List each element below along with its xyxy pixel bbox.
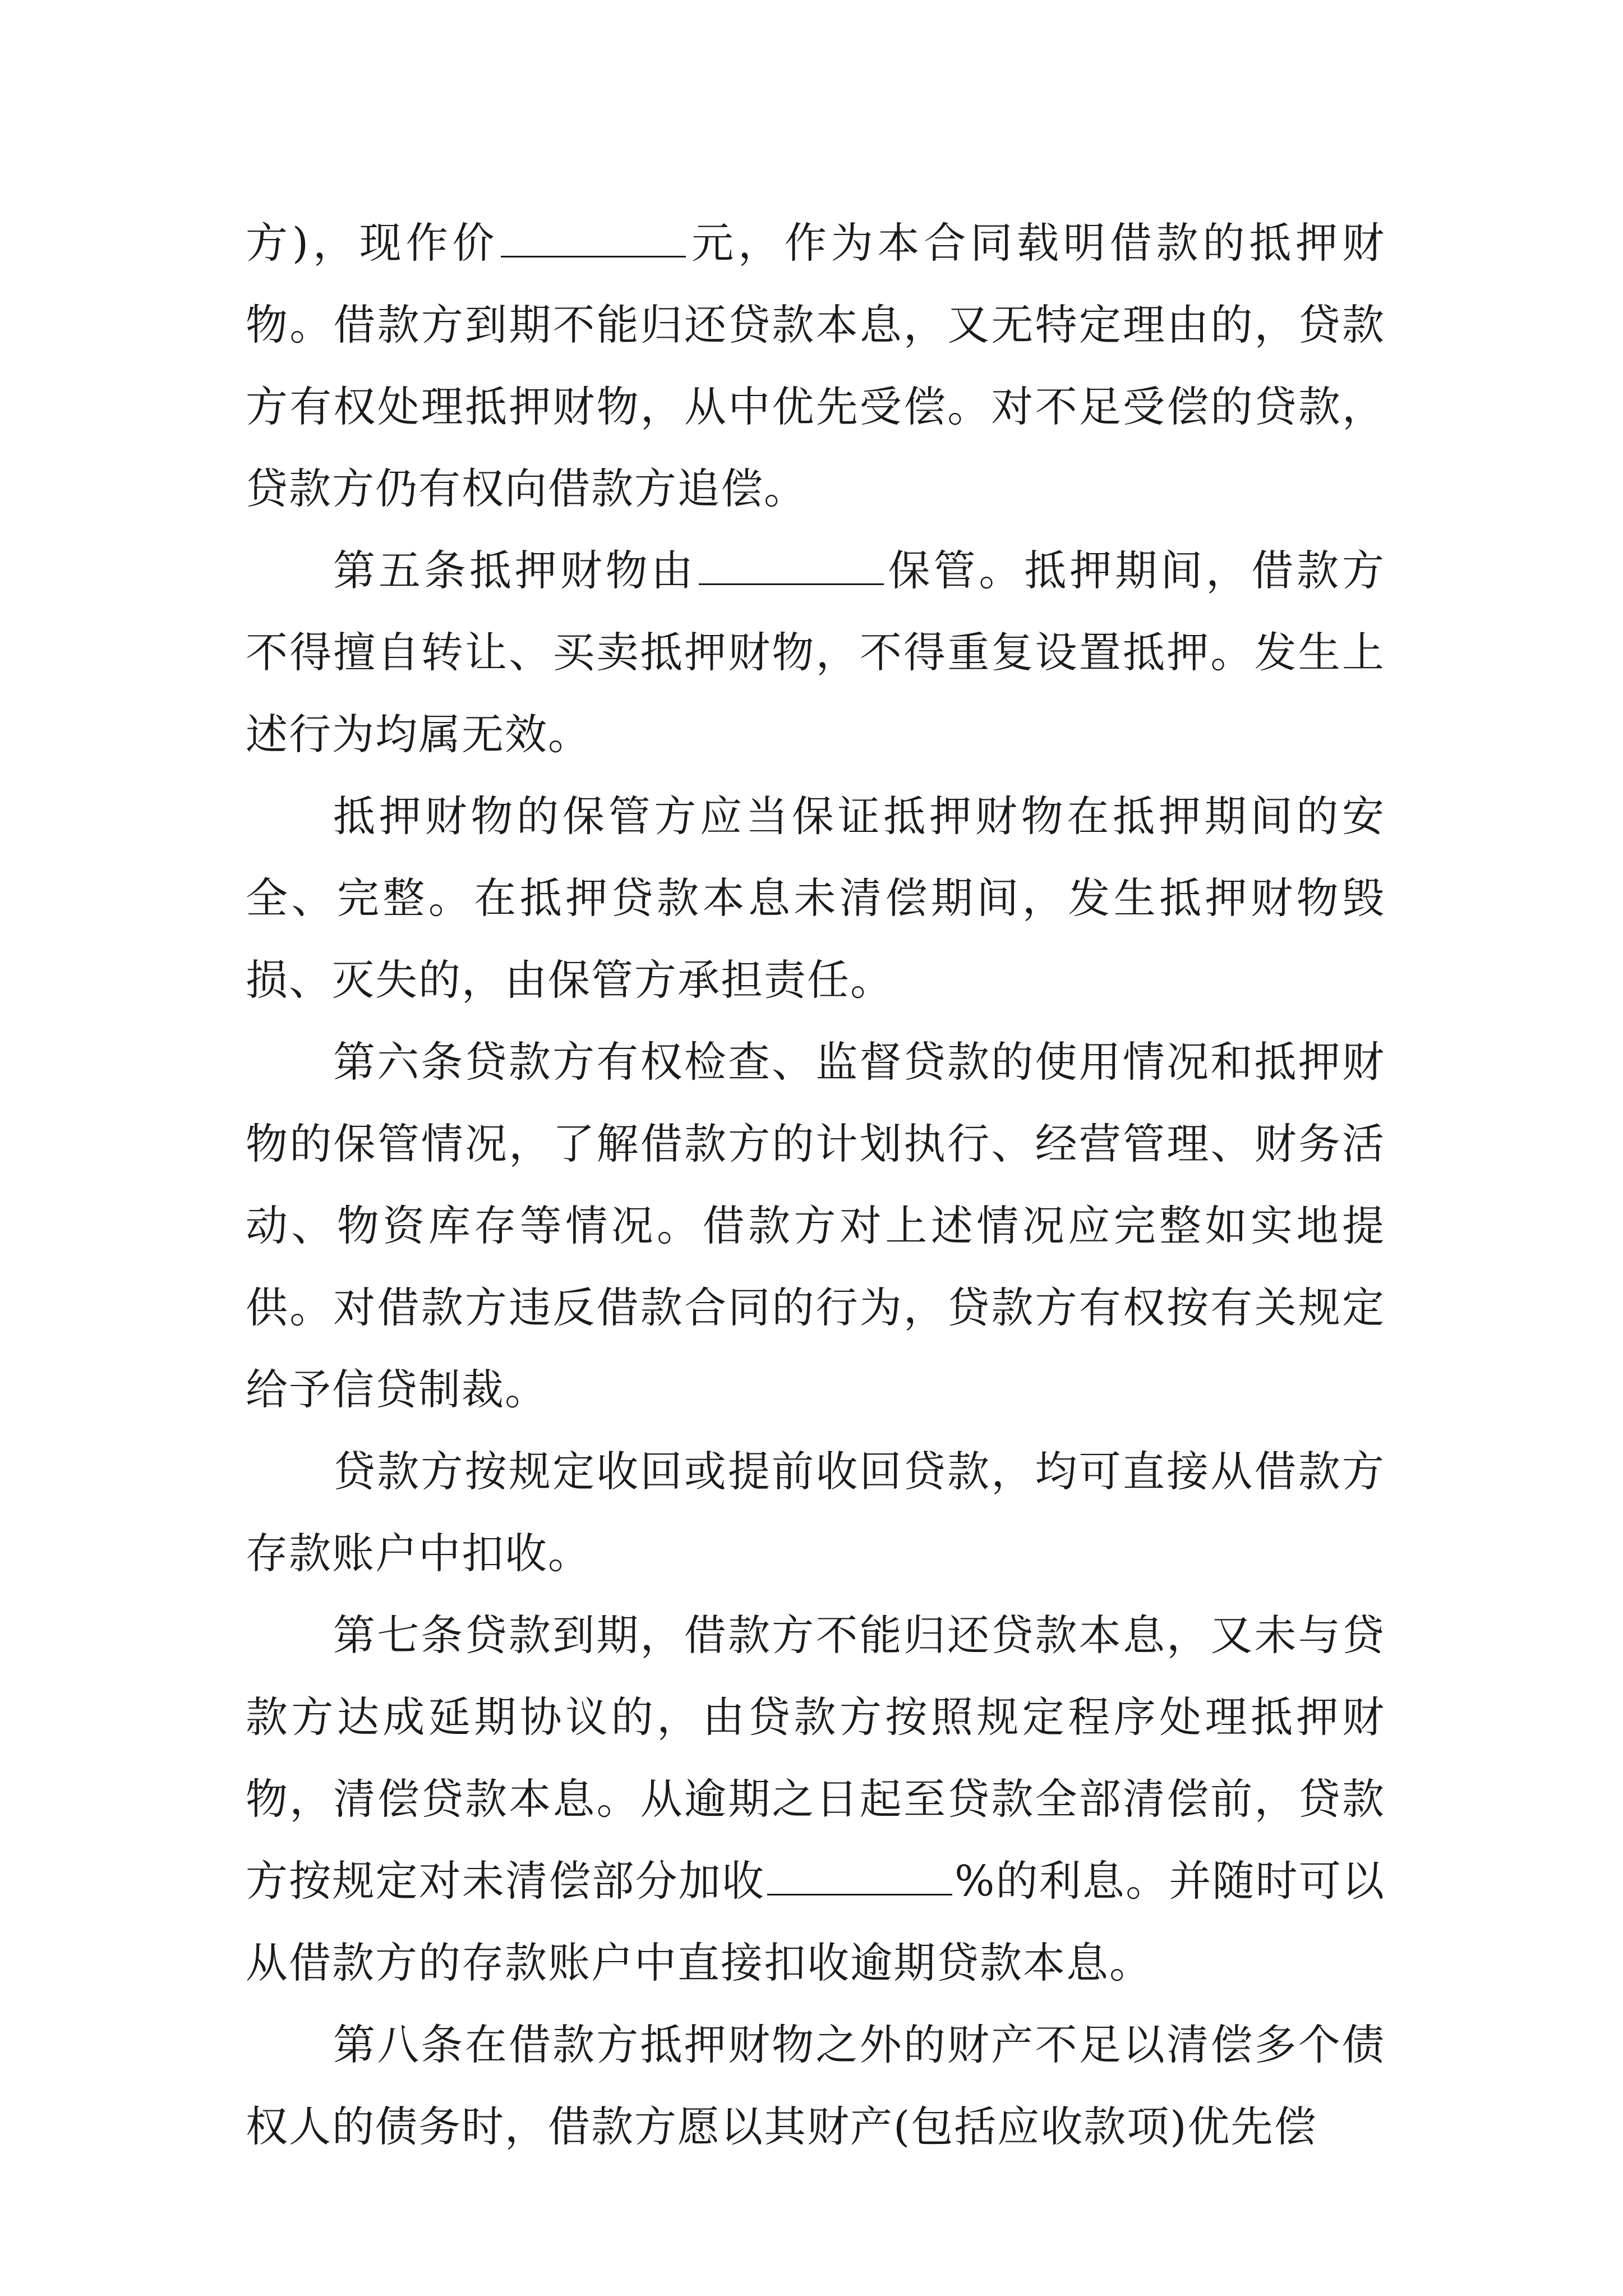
paragraph-text: 方)，现作价: [246, 218, 499, 268]
paragraph-text: 第七条贷款到期，借款方不能归还贷款本息，又未与贷款方达成延期协议的，由贷款方按照规定程序处理抵押财物，清偿贷款本息。从逾期之日起至贷款全部清偿前，贷款方按规定对未清偿部分加收: [246, 1611, 1385, 1906]
fill-in-blank-custodian[interactable]: [699, 544, 884, 585]
paragraph-text: 抵押财物的保管方应当保证抵押财物在抵押期间的安全、完整。在抵押贷款本息未清偿期间，发生抵押财物毁损、灭失的，由保管方承担责任。: [246, 792, 1385, 1005]
paragraph-custodian-duty: [246, 775, 1385, 1021]
paragraph-text: 元，作为本合同载明借款的抵押财物。借款方到期不能归还贷款本息，又无特定理由的，贷款方有权处理抵押财物，从中优先受偿。对不足受偿的贷款，贷款方仍有权向借款方追偿。: [246, 218, 1385, 513]
paragraph-text: 保管。抵押期间，借款方不得擅自转让、买卖抵押财物，不得重复设置抵押。发生上述行为均属无效。: [246, 546, 1385, 759]
paragraph-text: 第五条抵押财物由: [333, 546, 697, 595]
fill-in-blank-interest-rate[interactable]: [767, 1855, 952, 1895]
paragraph-article-6: [246, 1021, 1385, 1430]
document-body: [246, 202, 1385, 2168]
paragraph-loan-recovery: [246, 1430, 1385, 1594]
paragraph-text: 贷款方按规定收回或提前收回贷款，均可直接从借款方存款账户中扣收。: [246, 1447, 1385, 1578]
paragraph-article-8: [246, 2004, 1385, 2168]
fill-in-blank-value[interactable]: [501, 217, 686, 257]
paragraph-article-7: [246, 1594, 1385, 2004]
paragraph-text: 第八条在借款方抵押财物之外的财产不足以清偿多个债权人的债务时，借款方愿以其财产(包括应收款项)优先偿: [246, 2020, 1385, 2151]
paragraph-text: %的利息。并随时可以从借款方的存款账户中直接扣收逾期贷款本息。: [246, 1856, 1385, 1987]
paragraph-collateral-valuation: [246, 202, 1385, 530]
paragraph-article-5: [246, 530, 1385, 775]
paragraph-text: 第六条贷款方有权检查、监督贷款的使用情况和抵押财物的保管情况，了解借款方的计划执行、经营管理、财务活动、物资库存等情况。借款方对上述情况应完整如实地提供。对借款方违反借款合同的行为，贷款方有权按有关规定给予信贷制裁。: [246, 1037, 1385, 1414]
